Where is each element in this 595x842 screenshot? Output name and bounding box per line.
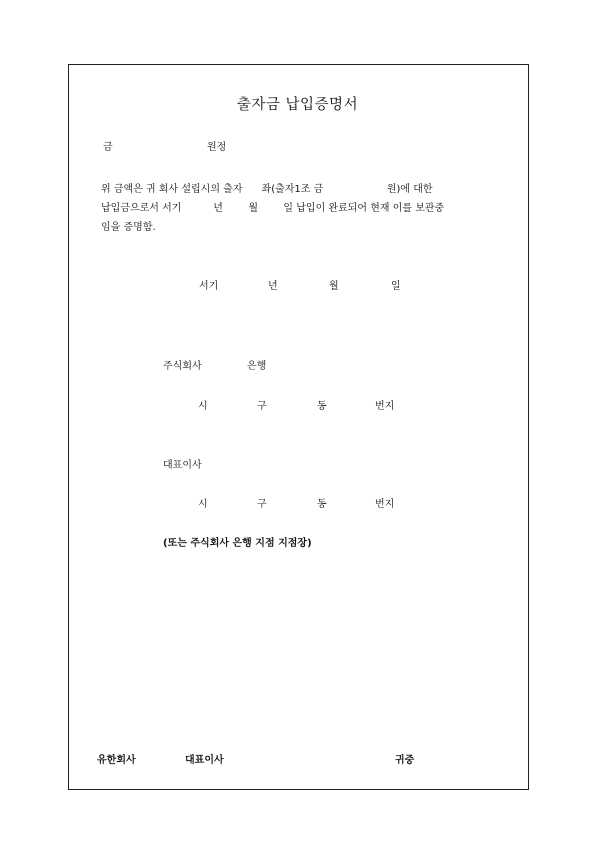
addr2-si: 시: [198, 499, 208, 510]
footer-company: 유한회사: [97, 755, 136, 766]
addr2-dong: 동: [317, 499, 327, 510]
bank-representative: 대표이사: [163, 460, 202, 471]
date-era: 서기: [199, 281, 219, 292]
addr1-dong: 동: [317, 401, 327, 412]
bank-company-prefix: 주식회사: [163, 361, 202, 372]
amount-suffix: 원정: [207, 142, 227, 153]
addr1-si: 시: [198, 401, 208, 412]
addr2-gu: 구: [257, 499, 267, 510]
document-title: 출자금 납입증명서: [236, 97, 359, 113]
footer-honorific: 귀중: [395, 755, 415, 766]
paragraph-line: 위 금액은 귀 회사 설립시의 출자 좌(출자1조 금 원)에 대한: [101, 184, 433, 195]
bank-name: 은행: [247, 361, 267, 372]
paragraph-line: 임을 증명함.: [101, 222, 156, 233]
footer-representative: 대표이사: [185, 755, 224, 766]
date-year: 년: [268, 281, 278, 292]
certification-paragraph: [101, 180, 523, 237]
date-day: 일: [391, 281, 401, 292]
amount-prefix: 금: [103, 142, 113, 153]
addr1-bunji: 번지: [375, 401, 395, 412]
document-border: [68, 64, 529, 790]
date-month: 월: [329, 281, 339, 292]
paragraph-line: 납입금으로서 서기 년 월 일 납입이 완료되어 현재 이를 보관중: [101, 203, 445, 214]
bank-note: (또는 주식회사 은행 지점 지점장): [163, 538, 312, 549]
addr1-gu: 구: [257, 401, 267, 412]
addr2-bunji: 번지: [375, 499, 395, 510]
